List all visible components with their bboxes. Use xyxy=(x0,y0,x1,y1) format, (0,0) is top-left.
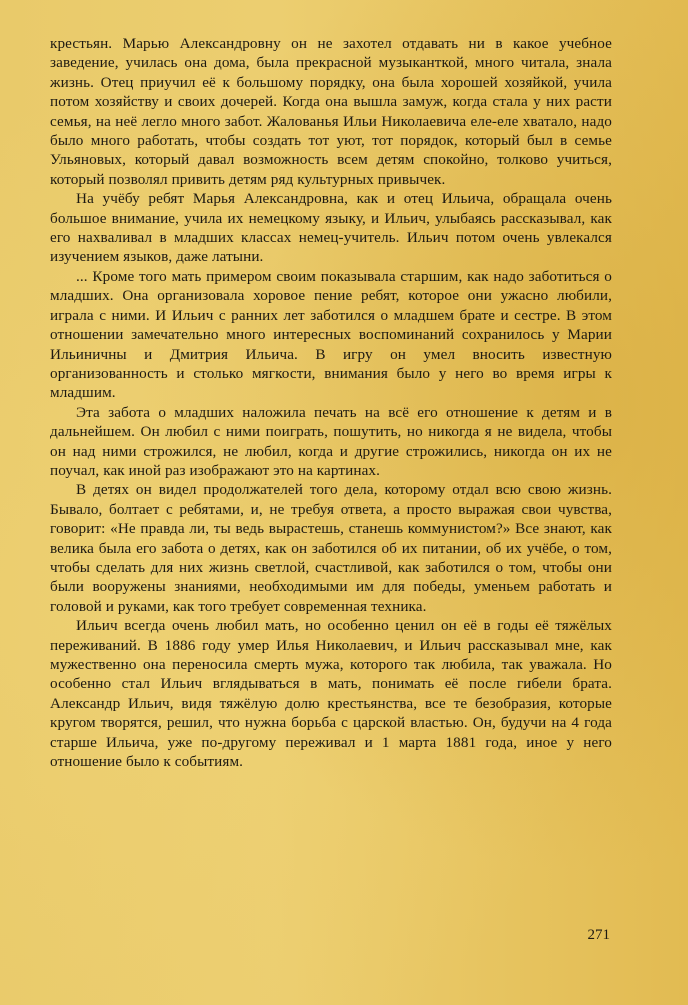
paragraph-5: В детях он видел продолжателей того дела, которому отдал всю свою жизнь. Бывало, болтает с ребятами, и, не требуя ответа, а просто выражая свои чувства, говорит: «Не правда ли, ты ведь вырастешь, станешь коммунистом?» Все знают, как велика была его забота о детях, как он заботился об их питании, об их учёбе, о том, чтобы сделать для них жизнь светлой, счастливой, как заботился о том, чтобы они были вооружены знаниями, необходимыми им для победы, уменьем работать и головой и руками, как того требует современная техника. xyxy=(50,481,612,615)
body-text xyxy=(50,34,612,771)
paragraph-1: крестьян. Марью Александровну он не захотел отдавать ни в какое учебное заведение, училась она дома, была прекрасной музыканткой, много читала, знала жизнь. Отец приучил её к большому порядку, она была хорошей хозяйкой, учила потом хозяйству и своих дочерей. Когда она вышла замуж, когда стала у них расти семья, на неё легло много забот. Жалованья Ильи Николаевича еле-еле хватало, надо было много работать, чтобы создать тот уют, тот порядок, который был в семье Ульяновых, который давал возможность всем детям спокойно, толково учиться, который позволял привить детям ряд культурных привычек. xyxy=(50,35,612,188)
paragraph-4: Эта забота о младших наложила печать на всё его отношение к детям и в дальнейшем. Он любил с ними поиграть, пошутить, но никогда я не видела, чтобы он над ними строжился, не любил, когда и другие строжились, никогда он их не поучал, как иной раз изображают это на картинах. xyxy=(50,403,612,479)
paragraph-2: На учёбу ребят Марья Александровна, как и отец Ильича, обращала очень большое внимание, учила их немецкому языку, и Ильич, улыбаясь рассказывал, как его нахваливал в младших классах немец-учитель. Ильич потом очень увлекался изучением языков, даже латыни. xyxy=(50,190,612,266)
page-number: 271 xyxy=(587,927,610,943)
paragraph-6: Ильич всегда очень любил мать, но особенно ценил он её в годы её тяжёлых переживаний. В 1886 году умер Илья Николаевич, и Ильич рассказывал мне, как мужественно она переносила смерть мужа, которого так любила, так уважала. Но особенно стал Ильич вглядываться в мать, понимать её после гибели брата. Александр Ильич, видя тяжёлую долю крестьянства, все те безобразия, которые кругом творятся, решил, что нужна борьба с царской властью. Он, будучи на 4 года старше Ильича, уже по-другому переживал и 1 марта 1881 года, иное у него отношение было к событиям. xyxy=(50,617,612,771)
paragraph-3: ... Кроме того мать примером своим показывала старшим, как надо заботиться о младших. Она организовала хоровое пение ребят, которое они ужасно любили, играла с ними. И Ильич с ранних лет заботился о младшем брате и сестре. В этом отношении замечательно много интересных воспоминаний сохранилось у Марии Ильиничны и Дмитрия Ильича. В игру он умел вносить известную организованность и столько мягкости, внимания было у него во время игры к младшим. xyxy=(50,267,612,402)
